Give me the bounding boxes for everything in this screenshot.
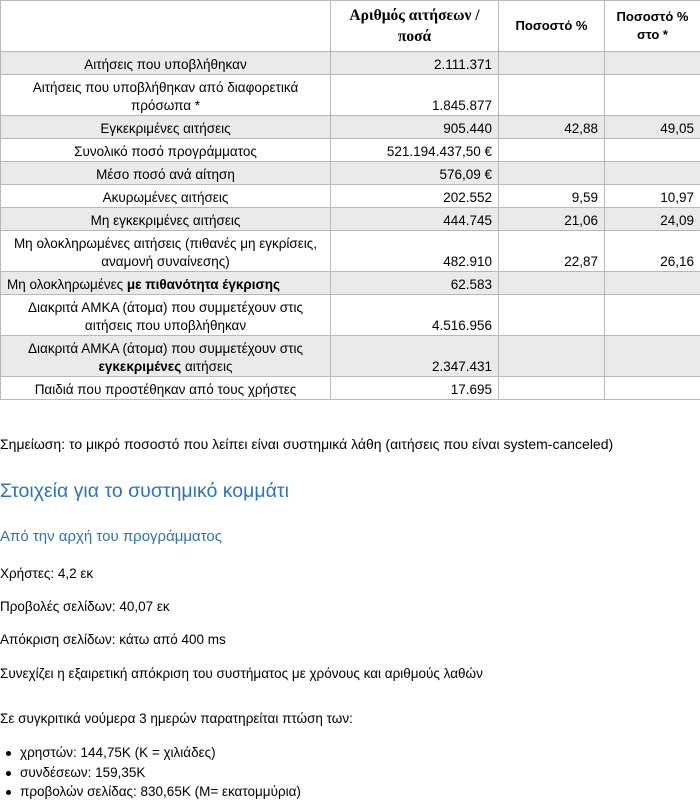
- row-label-emphasis: με πιθανότητα έγκρισης: [126, 277, 281, 292]
- row-percent: [499, 272, 605, 295]
- row-count: 2.347.431: [331, 336, 499, 377]
- row-percent: 9,59: [499, 185, 605, 208]
- table-row: [1, 295, 700, 336]
- list-item: προβολών σελίδας: 830,65K (M= εκατομμύρια): [0, 782, 301, 802]
- row-label: Μη εγκεκριμένες αιτήσεις: [1, 208, 331, 231]
- header-percent: Ποσοστό %: [499, 1, 605, 52]
- table-row: [1, 52, 700, 75]
- row-percent: [499, 52, 605, 75]
- row-label: Αιτήσεις που υποβλήθηκαν από διαφορετικά πρόσωπα *: [1, 75, 331, 116]
- row-percent: [499, 75, 605, 116]
- table-row: [1, 208, 700, 231]
- table-row: [1, 336, 700, 377]
- header-percent-star: Ποσοστό % στο *: [605, 1, 700, 52]
- row-percent-star: [605, 295, 700, 336]
- page-views-line: Προβολές σελίδων: 40,07 εκ: [0, 599, 170, 614]
- note-text: Σημείωση: το μικρό ποσοστό που λείπει είναι συστημικά λάθη (αιτήσεις που είναι system-canceled): [0, 436, 614, 452]
- row-count: 17.695: [331, 377, 499, 400]
- row-count: 576,09 €: [331, 162, 499, 185]
- table-row: [1, 377, 700, 400]
- comparison-line: Σε συγκριτικά νούμερα 3 ημερών παρατηρείται πτώση των:: [0, 711, 353, 726]
- table-row: [1, 139, 700, 162]
- row-count: 4.516.956: [331, 295, 499, 336]
- row-percent-star: [605, 139, 700, 162]
- row-percent-star: [605, 377, 700, 400]
- row-count: 1.845.877: [331, 75, 499, 116]
- continues-line: Συνεχίζει η εξαιρετική απόκριση του συστήματος με χρόνους και αριθμούς λαθών: [0, 666, 483, 681]
- row-percent-star: 10,97: [605, 185, 700, 208]
- row-label-text: Μη ολοκληρωμένες: [7, 277, 127, 292]
- row-label: Ακυρωμένες αιτήσεις: [1, 185, 331, 208]
- table-row: [1, 272, 700, 295]
- row-percent-star: [605, 162, 700, 185]
- row-count: 202.552: [331, 185, 499, 208]
- row-label: Μη ολοκληρωμένες αιτήσεις (πιθανές μη εγκρίσεις, αναμονή συναίνεσης): [1, 231, 331, 272]
- row-percent: 22,87: [499, 231, 605, 272]
- row-percent-star: [605, 272, 700, 295]
- row-percent-star: [605, 336, 700, 377]
- row-percent-star: [605, 52, 700, 75]
- header-count: Αριθμός αιτήσεων / ποσά: [331, 1, 499, 52]
- row-percent: [499, 336, 605, 377]
- subsection-title: Από την αρχή του προγράμματος: [0, 528, 222, 545]
- response-line: Απόκριση σελίδων: κάτω από 400 ms: [0, 632, 226, 647]
- row-label-emphasis: εγκεκριμένες: [98, 359, 182, 374]
- table-row: [1, 185, 700, 208]
- row-label: [1, 336, 331, 377]
- row-percent-star: 49,05: [605, 116, 700, 139]
- row-label: Μέσο ποσό ανά αίτηση: [1, 162, 331, 185]
- row-percent: 42,88: [499, 116, 605, 139]
- bullet-list: [0, 743, 301, 802]
- section-title: Στοιχεία για το συστημικό κομμάτι: [0, 480, 289, 502]
- row-count: 2.111.371: [331, 52, 499, 75]
- table-row: [1, 162, 700, 185]
- header-label: [1, 1, 331, 52]
- row-label: Εγκεκριμένες αιτήσεις: [1, 116, 331, 139]
- row-label: [1, 272, 331, 295]
- row-percent: [499, 139, 605, 162]
- list-item: συνδέσεων: 159,35K: [0, 763, 301, 783]
- table-row: [1, 116, 700, 139]
- row-percent: [499, 377, 605, 400]
- row-count: 905.440: [331, 116, 499, 139]
- row-count: 444.745: [331, 208, 499, 231]
- users-line: Χρήστες: 4,2 εκ: [0, 566, 94, 581]
- row-label: Συνολικό ποσό προγράμματος: [1, 139, 331, 162]
- table-row: [1, 231, 700, 272]
- table-header-row: [1, 1, 700, 52]
- row-label: Διακριτά ΑΜΚΑ (άτομα) που συμμετέχουν στις αιτήσεις που υποβλήθηκαν: [1, 295, 331, 336]
- row-percent: 21,06: [499, 208, 605, 231]
- table-row: [1, 75, 700, 116]
- list-item: χρηστών: 144,75K (K = χιλιάδες): [0, 743, 301, 763]
- row-percent: [499, 162, 605, 185]
- row-count: 521.194.437,50 €: [331, 139, 499, 162]
- statistics-table: [0, 0, 700, 400]
- row-percent-star: 26,16: [605, 231, 700, 272]
- row-count: 482.910: [331, 231, 499, 272]
- row-percent: [499, 295, 605, 336]
- row-label-suffix: αιτήσεις: [181, 359, 233, 374]
- row-label: Αιτήσεις που υποβλήθηκαν: [1, 52, 331, 75]
- row-percent-star: 24,09: [605, 208, 700, 231]
- row-label-text: Διακριτά ΑΜΚΑ (άτομα) που συμμετέχουν στις: [28, 341, 303, 356]
- row-label: Παιδιά που προστέθηκαν από τους χρήστες: [1, 377, 331, 400]
- row-count: 62.583: [331, 272, 499, 295]
- row-percent-star: [605, 75, 700, 116]
